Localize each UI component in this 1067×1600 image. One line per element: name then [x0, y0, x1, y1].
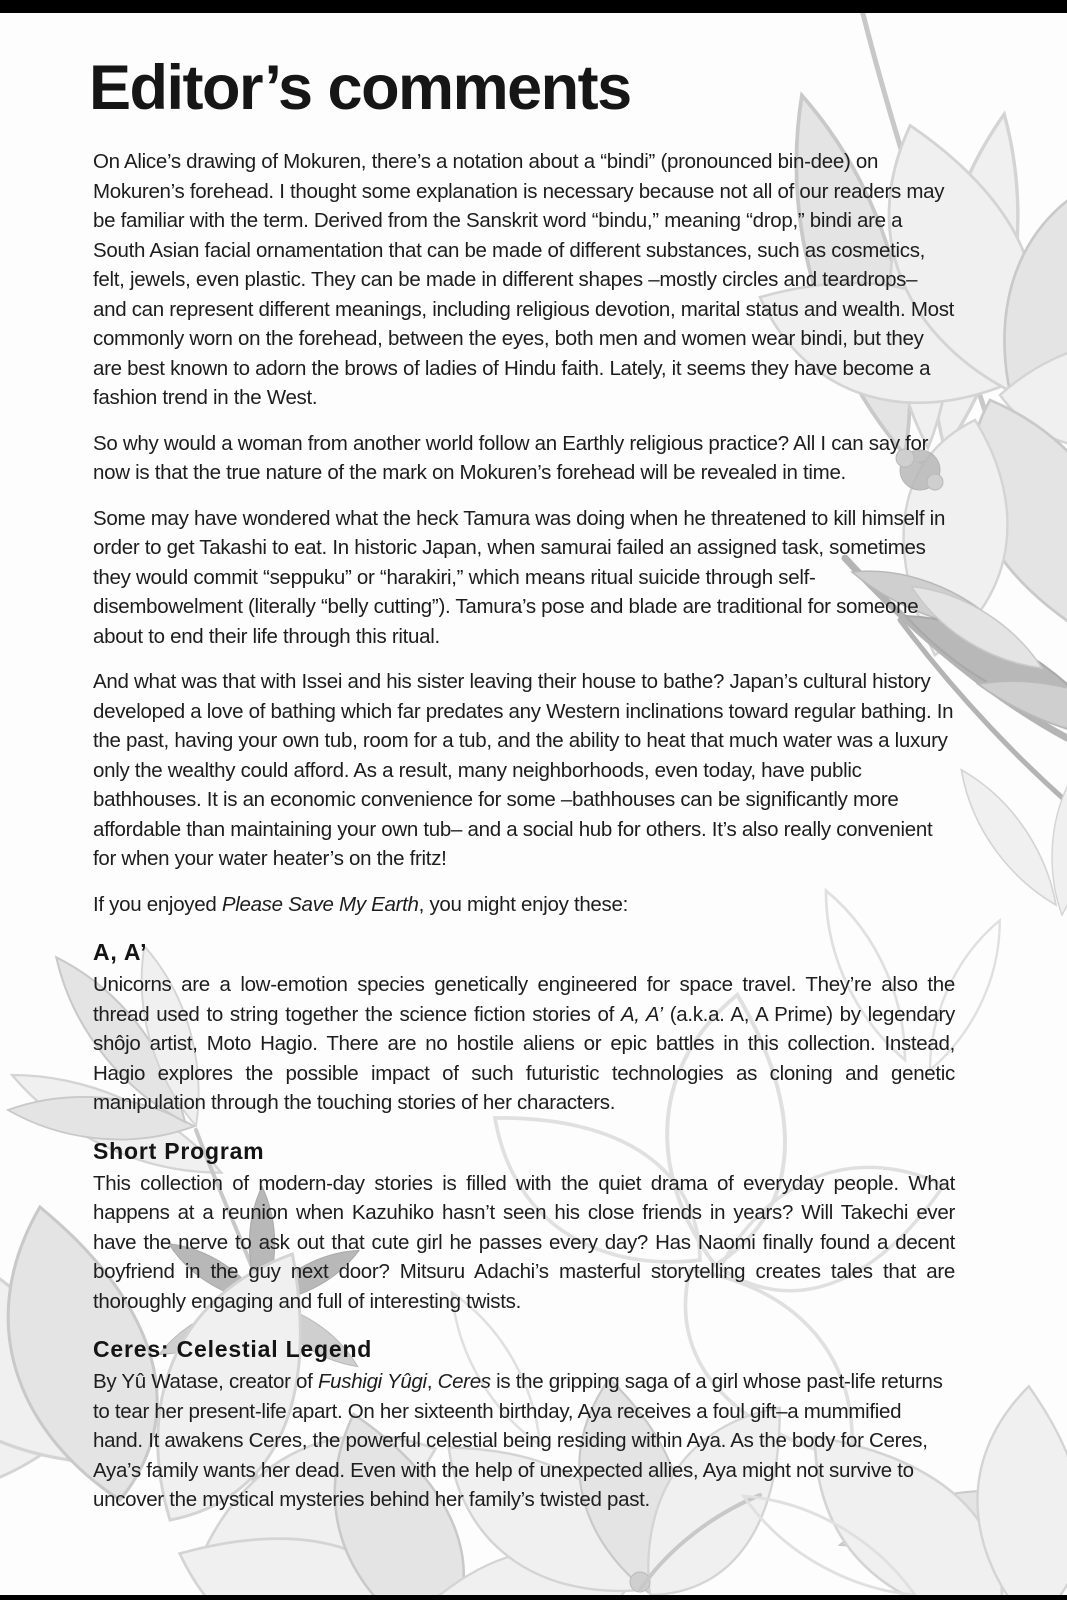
paragraph-bathing: And what was that with Issei and his sister leaving their house to bathe? Japan’s cultural history developed a love of bathing which far predates any Western inclinations toward regular bathing. In the past, having your own tub, room for a tub, and the ability to heat that much water was a luxury only the wealthy could afford. As a result, many neighborhoods, even today, have public bathhouses. It is an economic convenience for some –bathhouses can be significantly more affordable than maintaining your own tub– and a social hub for others. It’s also really convenient for when your water heater’s on the fritz! — [93, 670, 954, 871]
recommendation-heading: A, A’ — [93, 939, 148, 966]
recommendation-short-program — [93, 1138, 955, 1317]
page-edge-top — [0, 0, 1067, 13]
page-title: Editor’s comments — [89, 53, 631, 123]
recommendation-body: Unicorns are a low-emotion species genetically engineered for space travel. They’re also the thread used to string together the science fiction stories of A, A’ (a.k.a. A, A Prime) by legendary shôjo artist, Moto Hagio. There are no hostile aliens or epic battles in this collection. Instead, Hagio explores the possible impact of such futuristic technologies as cloning and genetic manipulation through the touching stories of her characters. — [93, 973, 956, 1115]
recommendation-ceres — [93, 1336, 955, 1515]
recommendation-a-a-prime — [93, 939, 955, 1118]
recommendation-heading: Ceres: Celestial Legend — [93, 1336, 373, 1363]
paragraph-mokuren-mark: So why would a woman from another world follow an Earthly religious practice? All I can say for now is that the true nature of the mark on Mokuren’s forehead will be revealed in time. — [93, 431, 929, 485]
recommendation-body: By Yû Watase, creator of Fushigi Yûgi, Ceres is the gripping saga of a girl whose past-life returns to tear her present-life apart. On her sixteenth birthday, Aya receives a foul gift–a mummified hand. It awakens Ceres, the powerful celestial being residing within Aya. As the body for Ceres, Aya’s family wants her dead. Even with the help of unexpected allies, Aya might not survive to uncover the mystical mysteries behind her family’s twisted past. — [93, 1370, 943, 1512]
recommendation-body: This collection of modern-day stories is filled with the quiet drama of everyday people. What happens at a reunion when Kazuhiko hasn’t seen his close friends in years? Will Takechi ever have the nerve to ask out that cute girl he passes every day? Has Naomi finally found a decent boyfriend in the guy next door? Mitsuru Adachi’s masterful storytelling creates tales that are thoroughly engaging and full of interesting twists. — [93, 1171, 955, 1313]
paragraph-bindi-explanation: On Alice’s drawing of Mokuren, there’s a notation about a “bindi” (pronounced bin-dee) on Mokuren’s forehead. I thought some explanation is necessary because not all of our readers may be familiar with the term. Derived from the Sanskrit word “bindu,” meaning “drop,” bindi are a South Asian facial ornamentation that can be made of different substances, such as cosmetics, felt, jewels, even plastic. They can be made in different shapes –mostly circles and teardrops– and can represent different meanings, including religious devotion, marital status and wealth. Most commonly worn on the forehead, between the eyes, both men and women wear bindi, but they are best known to adorn the brows of ladies of Hindu faith. Lately, it seems they have become a fashion trend in the West. — [93, 150, 955, 410]
recommendation-heading: Short Program — [93, 1137, 265, 1164]
page-edge-bottom — [0, 1595, 1067, 1600]
paragraph-recommendations-intro: If you enjoyed Please Save My Earth, you might enjoy these: — [93, 892, 628, 916]
paragraph-seppuku: Some may have wondered what the heck Tamura was doing when he threatened to kill himself in order to get Takashi to eat. In historic Japan, when samurai failed an assigned task, sometimes they would commit “seppuku” or “harakiri,” which means ritual suicide through self-disembowelment (literally “belly cutting”). Tamura’s pose and blade are traditional for someone about to end their life through this ritual. — [93, 506, 946, 648]
